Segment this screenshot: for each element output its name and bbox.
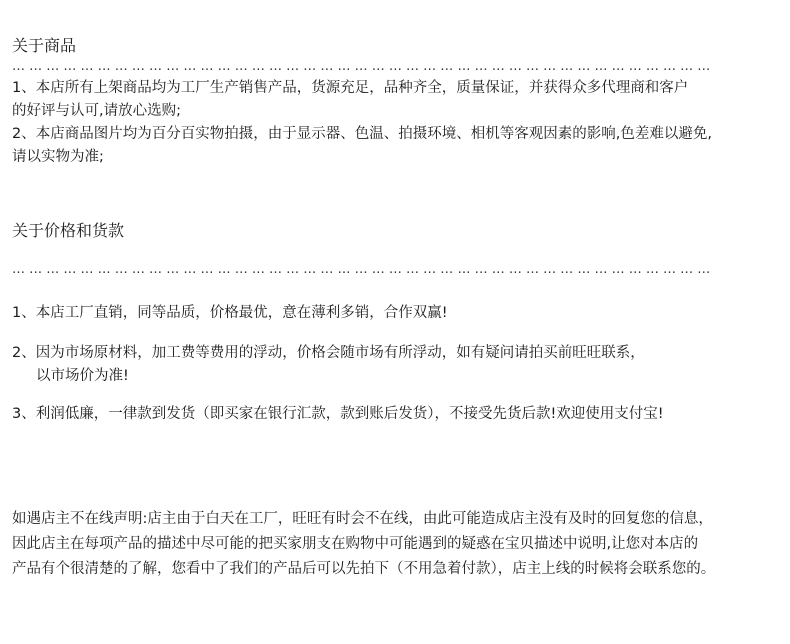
price-policy-item: 以市场价为准! bbox=[36, 368, 129, 384]
heading-about-products: 关于商品 bbox=[12, 36, 77, 55]
price-policy-item: 1、本店工厂直销，同等品质，价格最优，意在薄利多销，合作双赢! bbox=[12, 305, 448, 321]
product-policy-line: 2、本店商品图片均为百分百实物拍摄，由于显示器、色温、拍摄环境、相机等客观因素的影响,色差难以避免, bbox=[12, 126, 712, 142]
price-policy-item: 2、因为市场原材料，加工费等费用的浮动，价格会随市场有所浮动，如有疑问请拍买前旺旺联系， bbox=[12, 345, 645, 361]
product-policy-line: 请以实物为准; bbox=[12, 149, 104, 165]
offline-statement-line: 产品有个很清楚的了解，您看中了我们的产品后可以先拍下（不用急着付款），店主上线的时候将会联系您的。 bbox=[12, 561, 716, 577]
product-policy-line: 的好评与认可,请放心选购; bbox=[12, 103, 181, 119]
dotted-separator: … … … … … … … … … … … … … … … … … … … … … … … … … … … … … … … … … … … … … … … … … bbox=[12, 62, 711, 72]
product-policy-line: 1、本店所有上架商品均为工厂生产销售产品，货源充足，品种齐全，质量保证，并获得众多代理商和客户 bbox=[12, 80, 689, 96]
heading-price-payment: 关于价格和货款 bbox=[12, 221, 125, 240]
dotted-separator: … … … … … … … … … … … … … … … … … … … … … … … … … … … … … … … … … … … … … … … … … bbox=[12, 265, 711, 275]
offline-statement-line: 因此店主在每项产品的描述中尽可能的把买家朋支在购物中可能遇到的疑惑在宝贝描述中说明,让您对本店的 bbox=[12, 536, 699, 552]
price-policy-item: 3、利润低廉，一律款到发货（即买家在银行汇款，款到账后发货），不接受先货后款!欢迎使用支付宝! bbox=[12, 406, 664, 422]
offline-statement-line: 如遇店主不在线声明:店主由于白天在工厂，旺旺有时会不在线，由此可能造成店主没有及时的回复您的信息， bbox=[12, 511, 713, 527]
